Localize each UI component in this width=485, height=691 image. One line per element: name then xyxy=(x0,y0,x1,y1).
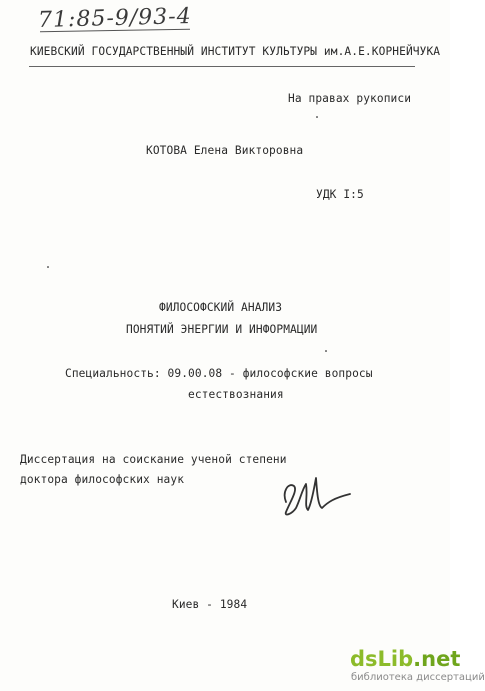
paper-speck xyxy=(47,266,49,268)
watermark-brand xyxy=(350,647,460,671)
institute-name: КИЕВСКИЙ ГОСУДАРСТВЕННЫЙ ИНСТИТУТ КУЛЬТУРЫ им.А.Е.КОРНЕЙЧУКА xyxy=(30,45,441,58)
udc-code: УДК I:5 xyxy=(316,188,364,201)
institute-underline xyxy=(29,66,415,67)
place-and-year: Киев - 1984 xyxy=(172,598,248,611)
rights-note: На правах рукописи xyxy=(288,92,412,105)
watermark-brand-suffix: .net xyxy=(413,647,461,671)
dissertation-line-2: доктора философских наук xyxy=(20,473,185,486)
author-name: КОТОВА Елена Викторовна xyxy=(146,144,304,157)
title-line-1: ФИЛОСОФСКИЙ АНАЛИЗ xyxy=(159,301,283,314)
watermark-tagline: библиотека диссертаций xyxy=(351,672,485,683)
paper-speck xyxy=(325,350,327,352)
specialty-line-1: Специальность: 09.00.08 - философские вопросы xyxy=(65,367,373,380)
watermark-brand-main: dsLib xyxy=(350,647,414,671)
archive-code: 71:85-9/93-4 xyxy=(37,3,192,34)
handwritten-signature xyxy=(278,462,353,520)
dissertation-line-1: Диссертация на соискание ученой степени xyxy=(20,453,287,466)
paper-speck xyxy=(316,116,318,118)
specialty-line-2: естествознания xyxy=(188,388,284,401)
title-line-2: ПОНЯТИЙ ЭНЕРГИИ И ИНФОРМАЦИИ xyxy=(126,323,318,336)
